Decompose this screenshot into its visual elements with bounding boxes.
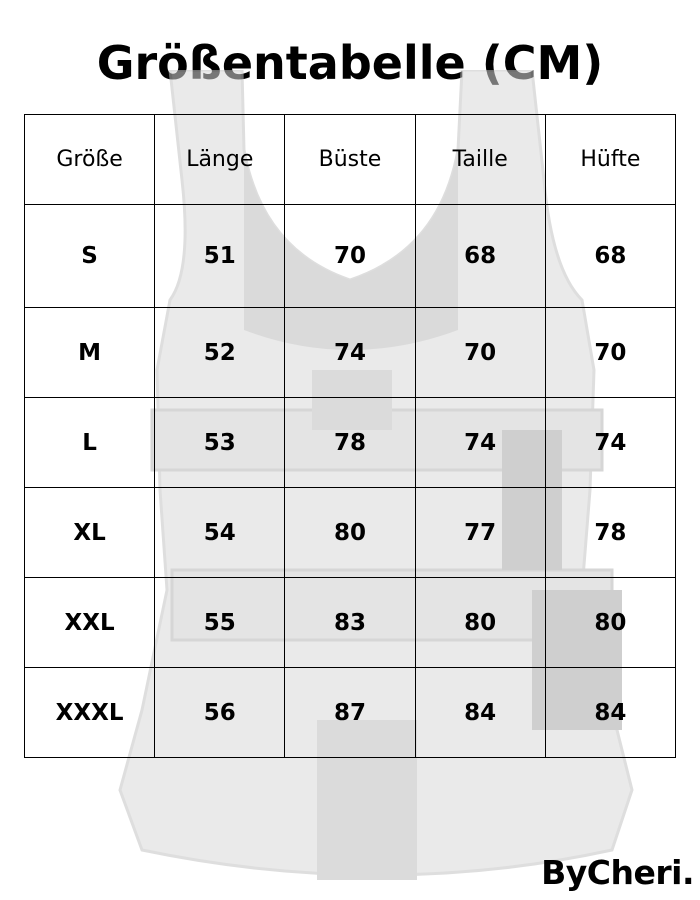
cell-waist: 80 <box>415 578 545 668</box>
cell-length: 51 <box>155 205 285 308</box>
cell-length: 53 <box>155 398 285 488</box>
brand-logo: ByCheri. <box>541 853 694 892</box>
header-size: Größe <box>25 115 155 205</box>
cell-waist: 70 <box>415 308 545 398</box>
header-hip: Hüfte <box>545 115 675 205</box>
cell-bust: 80 <box>285 488 415 578</box>
cell-length: 55 <box>155 578 285 668</box>
page-title: Größentabelle (CM) <box>96 36 604 90</box>
table-row <box>25 308 676 398</box>
cell-size: XXXL <box>25 668 155 758</box>
cell-size: XL <box>25 488 155 578</box>
header-length: Länge <box>155 115 285 205</box>
cell-length: 52 <box>155 308 285 398</box>
cell-waist: 77 <box>415 488 545 578</box>
cell-size: L <box>25 398 155 488</box>
header-waist: Taille <box>415 115 545 205</box>
cell-hip: 80 <box>545 578 675 668</box>
cell-size: S <box>25 205 155 308</box>
table-row <box>25 578 676 668</box>
cell-length: 54 <box>155 488 285 578</box>
cell-waist: 68 <box>415 205 545 308</box>
table-header-row <box>25 115 676 205</box>
cell-waist: 84 <box>415 668 545 758</box>
cell-hip: 74 <box>545 398 675 488</box>
table-row <box>25 668 676 758</box>
table-row <box>25 205 676 308</box>
cell-waist: 74 <box>415 398 545 488</box>
cell-bust: 70 <box>285 205 415 308</box>
cell-hip: 70 <box>545 308 675 398</box>
cell-size: XXL <box>25 578 155 668</box>
table-row <box>25 398 676 488</box>
cell-hip: 78 <box>545 488 675 578</box>
cell-hip: 84 <box>545 668 675 758</box>
table-row <box>25 488 676 578</box>
cell-bust: 74 <box>285 308 415 398</box>
cell-bust: 83 <box>285 578 415 668</box>
cell-length: 56 <box>155 668 285 758</box>
cell-bust: 78 <box>285 398 415 488</box>
cell-bust: 87 <box>285 668 415 758</box>
size-chart-table <box>24 114 676 758</box>
cell-hip: 68 <box>545 205 675 308</box>
header-bust: Büste <box>285 115 415 205</box>
cell-size: M <box>25 308 155 398</box>
